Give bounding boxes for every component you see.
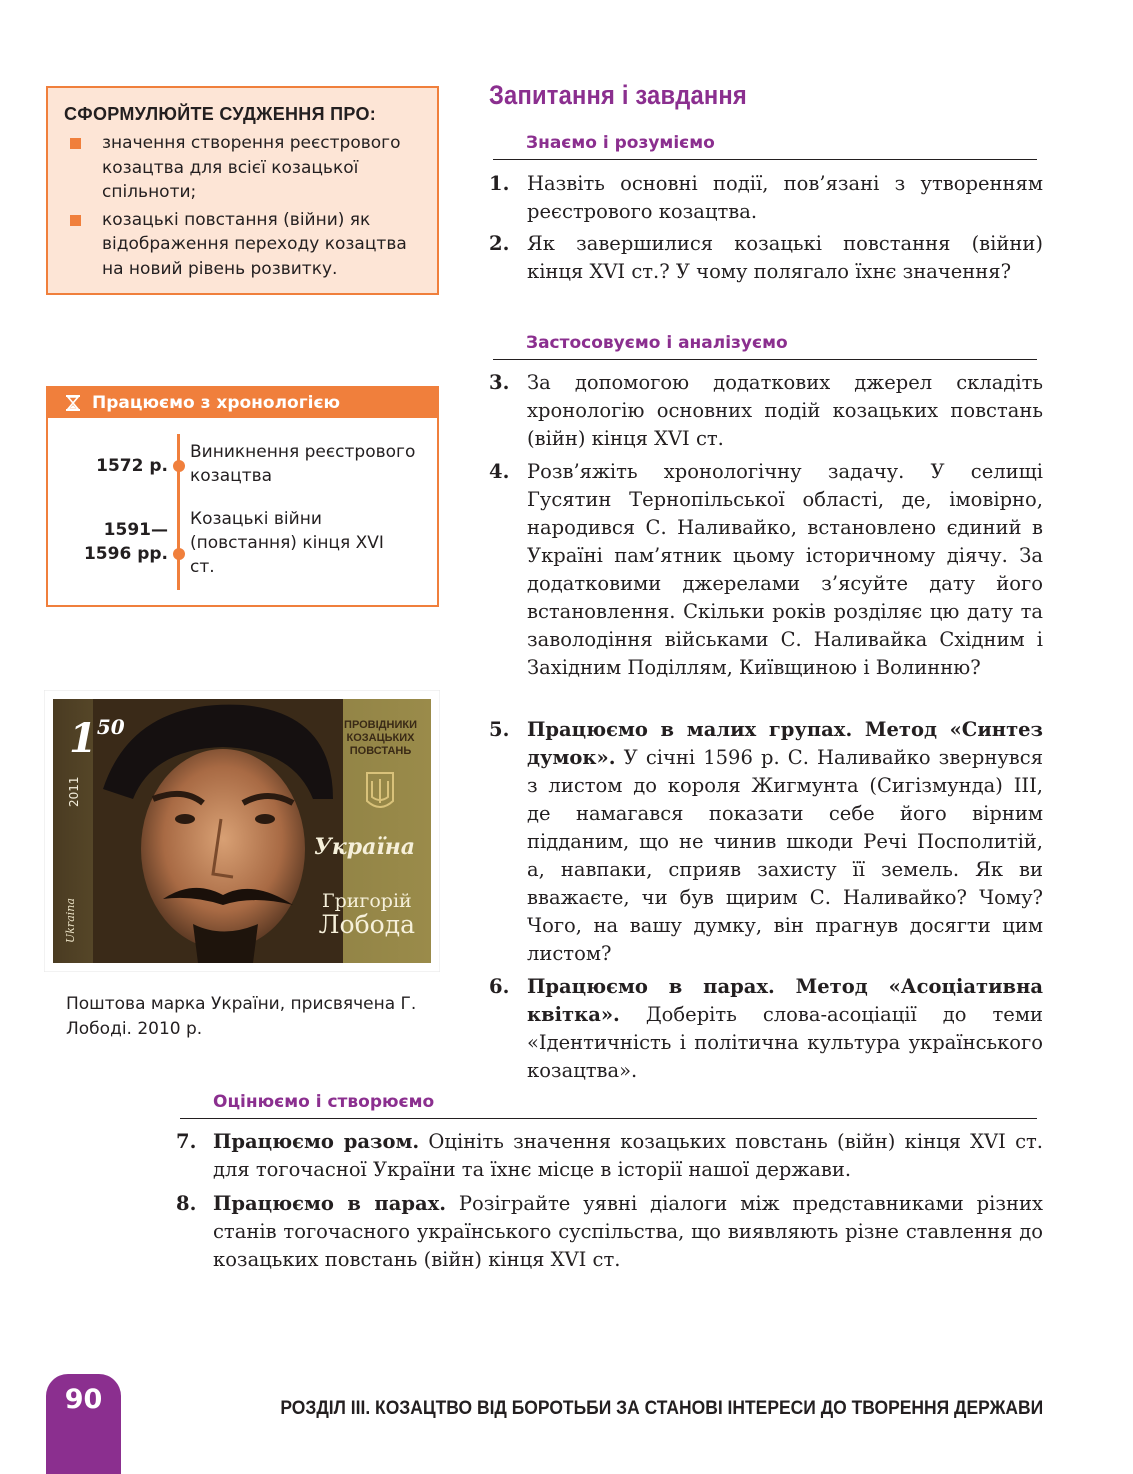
judgement-item [64, 208, 423, 282]
judgement-box [46, 86, 439, 295]
chronology-event: Виникнення реєстрового козацтва [190, 442, 416, 486]
postage-stamp [44, 690, 440, 972]
question-item: 2. Як завершилися козацькі повстання (війни) кінця XVI ст.? У чому полягало їхнє значення? [489, 232, 1043, 283]
chronology-header [48, 388, 437, 418]
question-item: 7. Працюємо разом. Оцініть значення козацьких повстань (війн) кінця XVI ст. для тогочасної України та їхнє місце в історії нашої держави. [176, 1130, 1043, 1181]
question-item: 6. Працюємо в парах. Метод «Асоціативна квітка». Доберіть слова-асоціації до теми «Ідентичність і політична культура українського козацтва». [489, 975, 1043, 1082]
timeline-dot [173, 460, 185, 472]
trident-icon [365, 771, 395, 813]
question-item: 8. Працюємо в парах. Розіграйте уявні діалоги між представниками різних станів тогочасного українського суспільства, що виявляють різне ставлення до козацьких повстань (війн) кінця XVI ст. [176, 1192, 1043, 1271]
question-item: 1. Назвіть основні події, пов’язані з утворенням реєстрового козацтва. [489, 172, 1043, 223]
chronology-title: Працюємо з хронологією [92, 393, 341, 413]
stamp-value: $1^{50}$ [69, 715, 125, 762]
chronology-date: 1572 р. [96, 456, 168, 476]
question-item: 5. Працюємо в малих групах. Метод «Синтез думок». У січні 1596 р. С. Наливайко звернувся з листом до короля Жигмунта (Сигізмунда) III, де намагався показати себе його вірним підданим, що не чинив шкоди Речі Посполитій, а, навпаки, сприяв захисту її земель. Як ви вважаєте, чи був щирим С. Наливайко? Чому? Чого, на вашу думку, він прагнув досягти цим листом? [489, 718, 1043, 965]
stamp-image [53, 699, 431, 963]
section-title: Запитання і завдання [489, 80, 747, 110]
stamp-country: Україна [313, 834, 415, 860]
chronology-event: Козацькі війни (повстання) кінця XVI ст. [190, 509, 384, 577]
timeline-line [177, 434, 180, 590]
subheading-apply: Застосовуємо і аналізуємо [493, 333, 1037, 360]
stamp-caption: Поштова марка України, присвячена Г. Лободі. 2010 р. [66, 994, 417, 1039]
stamp-side-text: Ukraina [64, 898, 77, 943]
timeline-dot [173, 548, 185, 560]
chapter-title: РОЗДІЛ III. КОЗАЦТВО ВІД БОРОТЬБИ ЗА СТАНОВІ ІНТЕРЕСИ ДО ТВОРЕННЯ ДЕРЖАВИ [280, 1398, 1043, 1419]
portrait-illustration [93, 699, 343, 963]
subheading-evaluate: Оцінюємо і створюємо [180, 1092, 1037, 1119]
question-item: 4. Розв’яжіть хронологічну задачу. У селищі Гусятин Тернопільської області, де, імовірно, народився С. Наливайко, встановлено єдиний в Україні пам’ятник цьому історичному діячу. За додатковими джерелами з’ясуйте дату його встановлення. Скільки років розділяє цю дату та заволодіння військами С. Наливайка Східним і Західним Поділлям, Київщиною і Волинню? [489, 460, 1043, 679]
page-number: 90 [46, 1374, 121, 1474]
question-item: 3. За допомогою додаткових джерел складіть хронологію основних подій козацьких повстань (війн) кінця XVI ст. [489, 371, 1043, 450]
judgement-box-title: СФОРМУЛЮЙТЕ СУДЖЕННЯ ПРО: [64, 104, 377, 124]
stamp-year: 2011 [67, 776, 81, 807]
stamp-person-name: Григорій Лобода [318, 890, 415, 939]
stamp-series: ПРОВІДНИКИ КОЗАЦЬКИХ ПОВСТАНЬ [344, 719, 417, 757]
judgement-item-text: козацькі повстання (війни) як відображення переходу козацтва на новий рівень розвитку. [102, 209, 407, 279]
square-bullet-icon [70, 138, 81, 149]
judgement-item-text: значення створення реєстрового козацтва для всієї козацької спільноти; [102, 133, 401, 202]
square-bullet-icon [70, 215, 81, 226]
chronology-box [46, 386, 439, 607]
judgement-item [64, 131, 423, 205]
subheading-know: Знаємо і розуміємо [493, 133, 1037, 160]
hourglass-icon [66, 395, 80, 411]
chronology-date: 1591— 1596 рр. [83, 520, 168, 564]
